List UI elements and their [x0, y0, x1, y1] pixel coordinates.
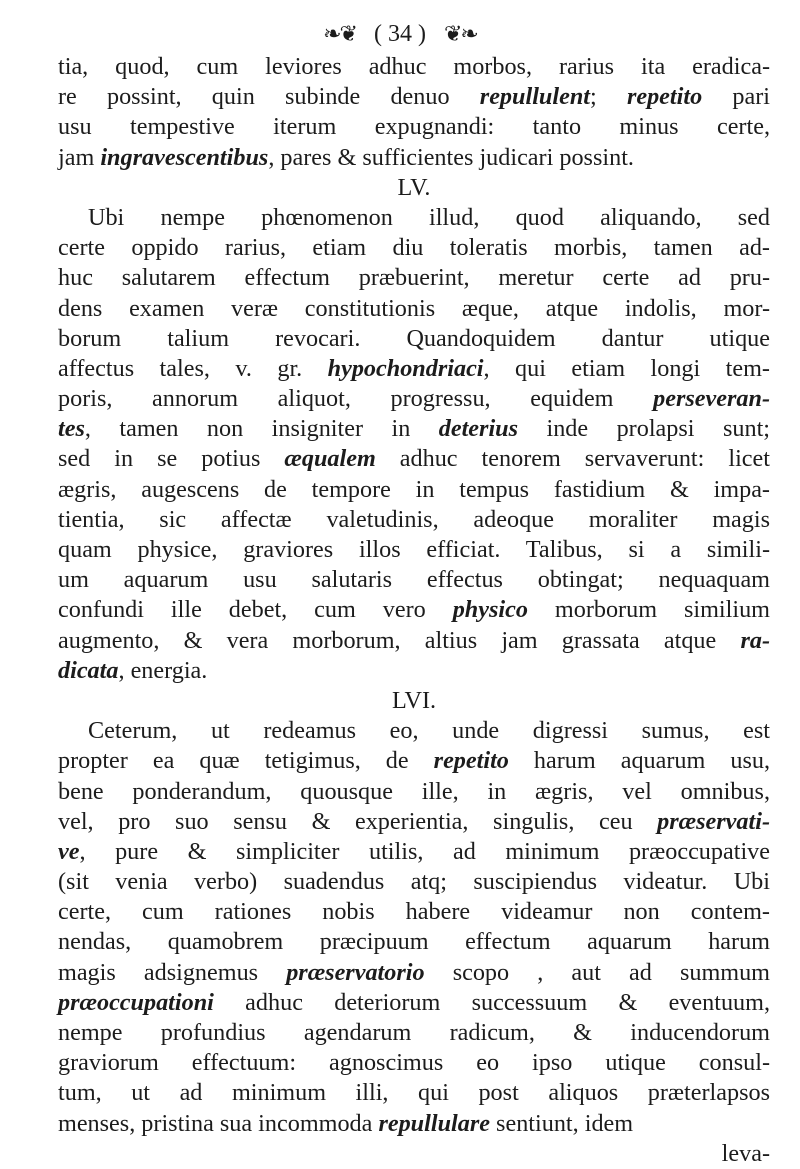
- text-segment: vel, pro suo sensu & experientia, singulis, ceu: [58, 807, 658, 835]
- page-header: [0, 14, 800, 54]
- text-segment: magis adsignemus: [58, 958, 287, 986]
- text-segment: re possint, quin subinde denuo: [58, 83, 480, 111]
- text-line: [58, 777, 770, 807]
- text-line: [58, 595, 770, 625]
- text-line: [58, 746, 770, 776]
- text-line: [58, 294, 770, 324]
- text-line: [58, 897, 770, 927]
- italic-term: hypochondriaci: [327, 354, 484, 382]
- text-line: [58, 565, 770, 595]
- text-segment: affectus tales, v. gr.: [58, 354, 328, 382]
- text-segment: (sit venia verbo) suadendus atq; suscipiendus videatur. Ubi: [58, 868, 770, 896]
- italic-term: repetito: [626, 83, 703, 111]
- text-segment: certe, cum rationes nobis habere videamur non contem-: [58, 898, 770, 926]
- italic-term: præservatorio: [286, 958, 425, 986]
- text-segment: nendas, quamobrem præcipuum effectum aquarum harum: [58, 928, 770, 956]
- ornament-left-icon: ❧❦: [323, 21, 356, 46]
- text-line: [58, 837, 770, 867]
- text-line: [58, 1018, 770, 1048]
- text-segment: certe oppido rarius, etiam diu toleratis morbis, tamen ad-: [58, 234, 770, 262]
- italic-term: perseveran-: [653, 385, 770, 413]
- text-segment: Ubi nempe phœnomenon illud, quod aliquando, sed: [88, 203, 770, 231]
- text-segment: harum aquarum usu,: [508, 747, 771, 775]
- text-segment: adhuc tenorem servaverunt: licet: [375, 445, 770, 473]
- text-segment: pari: [702, 83, 770, 111]
- text-line: [58, 867, 770, 897]
- text-segment: , qui etiam longi tem-: [483, 354, 770, 382]
- text-segment: quam physice, graviores illos efficiat. Talibus, si a simili-: [58, 536, 770, 563]
- italic-term: ingravescentibus: [100, 143, 269, 171]
- text-segment: sed in se potius: [58, 445, 285, 473]
- text-segment: menses, pristina sua incommoda: [58, 1109, 379, 1137]
- text-segment: bene ponderandum, quousque ille, in ægris, vel omnibus,: [58, 777, 770, 805]
- italic-term: æqualem: [284, 445, 376, 473]
- text-segment: borum talium revocari. Quandoquidem dantur utique: [58, 324, 770, 352]
- text-line: [58, 535, 770, 565]
- italic-term: repetito: [433, 747, 509, 775]
- text-segment: tum, ut ad minimum illi, qui post aliquos prӕterlapsos: [58, 1079, 770, 1107]
- text-segment: graviorum effectuum: agnoscimus eo ipso utique consul-: [58, 1049, 770, 1077]
- text-line: [58, 384, 770, 414]
- text-line: [58, 112, 770, 142]
- text-segment: , pares & sufficientes judicari possint.: [268, 143, 634, 171]
- italic-term: tes: [58, 415, 85, 443]
- text-segment: huc salutarem effectum præbuerint, meretur certe ad pru-: [58, 264, 770, 292]
- text-segment: poris, annorum aliquot, progressu, equidem: [58, 385, 654, 413]
- text-segment: um aquarum usu salutaris effectus obtingat; nequaquam: [58, 566, 770, 594]
- text-line: [58, 354, 770, 384]
- text-segment: augmento, & vera morborum, altius jam grassata atque: [58, 626, 741, 654]
- text-line: [58, 656, 770, 686]
- text-line: [58, 1078, 770, 1108]
- text-line: [58, 1109, 770, 1139]
- text-segment: tientia, sic affectæ valetudinis, adeoque moraliter magis: [58, 505, 770, 533]
- text-segment: , pure & simpliciter utilis, ad minimum præoccupative: [79, 837, 770, 865]
- text-line: [58, 233, 770, 263]
- italic-term: repullulent: [479, 83, 590, 111]
- text-line: [58, 716, 770, 746]
- catchword: leva-: [721, 1139, 770, 1167]
- italic-term: præservati-: [657, 807, 770, 835]
- text-segment: adhuc deteriorum successuum & eventuum,: [213, 988, 770, 1016]
- text-segment: sentiunt, idem: [490, 1109, 634, 1137]
- text-segment: propter ea quæ tetigimus, de: [58, 747, 434, 775]
- text-segment: scopo , aut ad summum: [424, 958, 770, 986]
- text-segment: dens examen veræ constitutionis æque, atque indolis, mor-: [58, 294, 770, 322]
- ornament-right-icon: ❦❧: [443, 21, 477, 46]
- text-segment: morborum similium: [527, 596, 770, 624]
- section-number: LVI.: [391, 686, 437, 714]
- text-segment: ;: [590, 83, 627, 111]
- italic-term: deterius: [438, 415, 519, 443]
- text-line: [58, 927, 770, 957]
- text-line: [58, 263, 770, 293]
- italic-term: præoccupationi: [58, 988, 214, 1016]
- text-line: [58, 505, 770, 535]
- italic-term: physico: [452, 596, 528, 624]
- text-line: [58, 444, 770, 474]
- body-text: [58, 52, 770, 1169]
- text-segment: confundi ille debet, cum vero: [58, 596, 453, 624]
- text-segment: usu tempestive iterum expugnandi: tanto minus certe,: [58, 113, 770, 141]
- text-line: [58, 324, 770, 354]
- text-line: [58, 143, 770, 173]
- text-segment: tia, quod, cum leviores adhuc morbos, rarius ita eradica-: [58, 53, 770, 80]
- text-segment: , energia.: [118, 656, 208, 684]
- text-line: [58, 958, 770, 988]
- text-segment: inde prolapsi sunt;: [518, 415, 771, 443]
- text-line: [58, 82, 770, 112]
- text-segment: jam: [58, 143, 101, 171]
- text-line: [58, 1048, 770, 1078]
- italic-term: ra-: [740, 626, 770, 654]
- text-line: [58, 988, 770, 1018]
- text-line: [58, 203, 770, 233]
- section-number: LV.: [397, 173, 431, 201]
- text-line: [58, 807, 770, 837]
- text-line: [58, 475, 770, 505]
- text-line: [58, 414, 770, 444]
- italic-term: dicata: [58, 656, 119, 684]
- page-number: ( 34 ): [374, 21, 426, 47]
- text-segment: Ceterum, ut redeamus eo, unde digressi sumus, est: [88, 717, 770, 745]
- italic-term: repullulare: [378, 1109, 490, 1137]
- text-segment: , tamen non insigniter in: [84, 415, 439, 443]
- italic-term: ve: [58, 837, 80, 865]
- text-segment: ægris, augescens de tempore in tempus fastidium & impa-: [58, 475, 770, 503]
- text-segment: nempe profundius agendarum radicum, & inducendorum: [58, 1019, 770, 1046]
- text-line: [58, 52, 770, 82]
- text-line: [58, 626, 770, 656]
